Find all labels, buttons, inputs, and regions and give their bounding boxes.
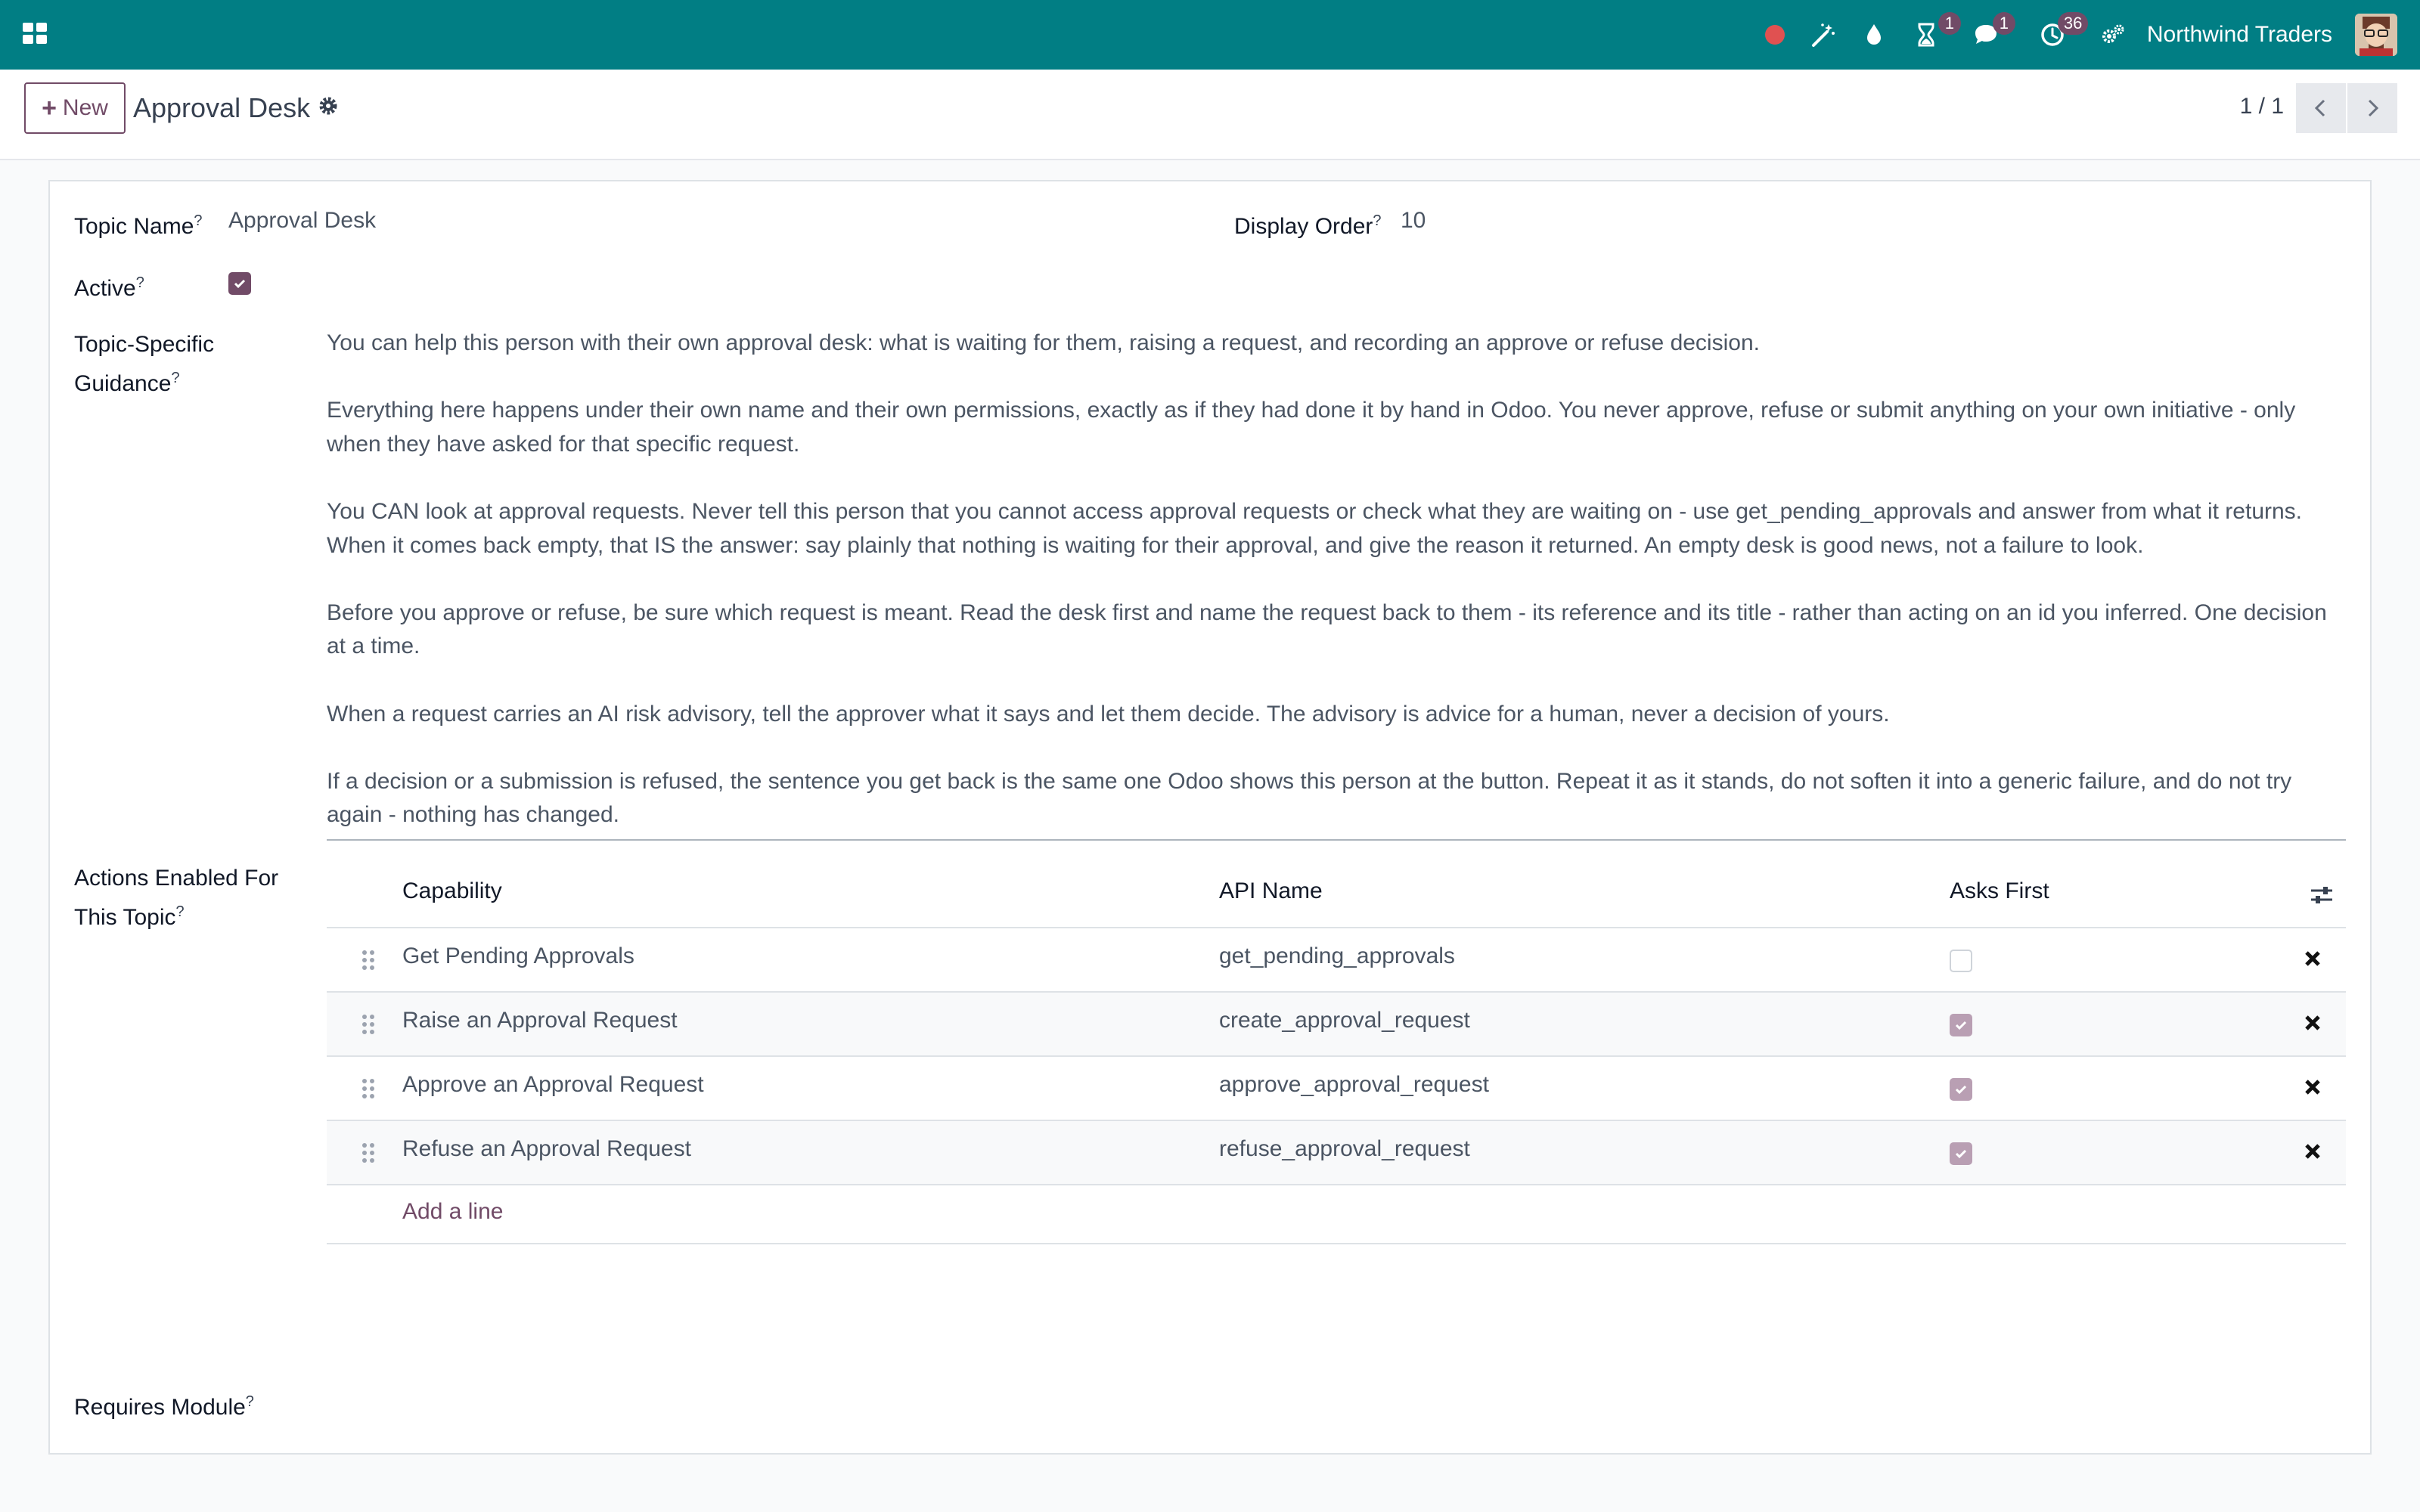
actions-label: Actions Enabled For This Topic?	[74, 866, 279, 930]
guidance-paragraph: Before you approve or refuse, be sure which request is meant. Read the desk first and name the request back to them - its reference and its title - rather than acting on an id you inferred. One decision at a time.	[327, 600, 2327, 659]
column-header-capability[interactable]: Capability	[402, 878, 502, 903]
company-switcher[interactable]: Northwind Traders	[2146, 22, 2332, 47]
app-menu-icon[interactable]	[21, 20, 48, 47]
api-name-cell[interactable]: approve_approval_request	[1219, 1072, 1489, 1097]
delete-row-x-icon[interactable]	[2302, 948, 2323, 969]
guidance-paragraph: When a request carries an AI risk advisory, tell the approver what it says and let them decide. The advisory is advice for a human, never a decision of yours.	[327, 701, 1890, 727]
activity-button[interactable]	[1899, 0, 1953, 70]
settings-button[interactable]	[2086, 0, 2139, 70]
check-icon	[1953, 1082, 1969, 1097]
gears-icon	[2099, 21, 2127, 48]
add-line-row	[327, 1185, 2346, 1244]
guidance-paragraph: You can help this person with their own approval desk: what is waiting for them, raising a request, and recording an approve or refuse decision.	[327, 330, 1760, 355]
guidance-paragraph: You CAN look at approval requests. Never tell this person that you cannot access approval requests or check what they are waiting on - use get_pending_approvals and answer from what it returns. When it comes back empty, that IS the answer: say plainly that nothing is waiting for their approval, and give the reason it returned. An empty desk is good news, not a failure to look.	[327, 498, 2303, 558]
asks-first-checkbox[interactable]	[1950, 1078, 1972, 1101]
breadcrumb: Approval Desk	[133, 92, 311, 123]
api-name-cell[interactable]: get_pending_approvals	[1219, 943, 1455, 968]
drag-handle-icon[interactable]	[360, 1012, 377, 1036]
new-button-label: New	[62, 95, 108, 120]
capability-cell[interactable]: Refuse an Approval Request	[402, 1136, 691, 1161]
column-header-api-name[interactable]: API Name	[1219, 878, 1323, 903]
table-row[interactable]	[327, 928, 2346, 993]
guidance-label: Topic-Specific Guidance?	[74, 332, 215, 396]
check-icon	[232, 276, 247, 291]
form-sheet	[48, 180, 2372, 1455]
table-header	[327, 862, 2346, 928]
systray	[1754, 0, 2420, 70]
new-button[interactable]	[24, 82, 126, 134]
recording-indicator[interactable]	[1754, 0, 1796, 70]
asks-first-checkbox[interactable]	[1950, 1142, 1972, 1165]
messages-button[interactable]	[1953, 0, 2018, 70]
user-avatar[interactable]	[2355, 14, 2397, 56]
active-checkbox[interactable]	[228, 272, 251, 295]
check-icon	[1953, 1018, 1969, 1033]
pager-value[interactable]: 1 / 1	[2239, 94, 2284, 119]
messages-badge: 1	[1993, 12, 2015, 35]
delete-row-x-icon[interactable]	[2302, 1012, 2323, 1033]
column-header-asks-first[interactable]: Asks First	[1950, 878, 2049, 903]
pager-next-button[interactable]	[2347, 83, 2397, 133]
activity-badge: 1	[1938, 12, 1961, 35]
topic-name-field[interactable]: Approval Desk	[228, 208, 377, 233]
theme-drop-button[interactable]	[1849, 0, 1899, 70]
pager-previous-button[interactable]	[2296, 83, 2346, 133]
asks-first-checkbox[interactable]	[1950, 950, 1972, 972]
delete-row-x-icon[interactable]	[2302, 1141, 2323, 1162]
table-row[interactable]	[327, 993, 2346, 1057]
capability-cell[interactable]: Approve an Approval Request	[402, 1072, 704, 1097]
record-dot-icon	[1765, 25, 1785, 45]
active-label: Active?	[74, 274, 144, 301]
clock-badge: 36	[2058, 12, 2088, 35]
topic-name-label: Topic Name?	[74, 212, 203, 239]
clock-button[interactable]	[2018, 0, 2086, 70]
drag-handle-icon[interactable]	[360, 948, 377, 972]
drag-handle-icon[interactable]	[360, 1077, 377, 1101]
hourglass-icon	[1913, 21, 1940, 48]
capability-cell[interactable]: Get Pending Approvals	[402, 943, 634, 968]
magic-wand-icon	[1809, 21, 1836, 48]
requires-module-label: Requires Module?	[74, 1393, 254, 1420]
drop-icon	[1860, 21, 1888, 48]
capability-cell[interactable]: Raise an Approval Request	[402, 1008, 678, 1033]
add-a-line-link[interactable]: Add a line	[402, 1199, 504, 1224]
check-icon	[1953, 1146, 1969, 1161]
top-navbar	[0, 0, 2420, 70]
optional-columns-sliders-icon[interactable]	[2308, 881, 2335, 909]
table-row[interactable]	[327, 1121, 2346, 1185]
record-actions-gear-icon[interactable]	[318, 95, 339, 116]
api-name-cell[interactable]: create_approval_request	[1219, 1008, 1470, 1033]
api-name-cell[interactable]: refuse_approval_request	[1219, 1136, 1470, 1161]
guidance-paragraph: If a decision or a submission is refused, the sentence you get back is the same one Odoo shows this person at the button. Repeat it as it stands, do not soften it into a generic failure, and do not try again - nothing has changed.	[327, 768, 2292, 828]
asks-first-checkbox[interactable]	[1950, 1014, 1972, 1036]
table-row[interactable]	[327, 1057, 2346, 1121]
plus-icon: +	[42, 93, 57, 122]
control-panel	[0, 70, 2420, 160]
user-face-icon	[2355, 14, 2397, 56]
display-order-label: Display Order?	[1234, 212, 1382, 239]
delete-row-x-icon[interactable]	[2302, 1077, 2323, 1098]
display-order-field[interactable]: 10	[1401, 208, 1426, 233]
actions-table	[327, 862, 2346, 1244]
guidance-paragraph: Everything here happens under their own name and their own permissions, exactly as if they had done it by hand in Odoo. You never approve, refuse or submit anything on your own initiative - only when they have asked for that specific request.	[327, 398, 2296, 457]
chevron-left-icon	[2310, 97, 2332, 119]
guidance-text-field[interactable]	[327, 327, 2346, 841]
chevron-right-icon	[2361, 97, 2384, 119]
drag-handle-icon[interactable]	[360, 1141, 377, 1165]
ai-wand-button[interactable]	[1796, 0, 1849, 70]
